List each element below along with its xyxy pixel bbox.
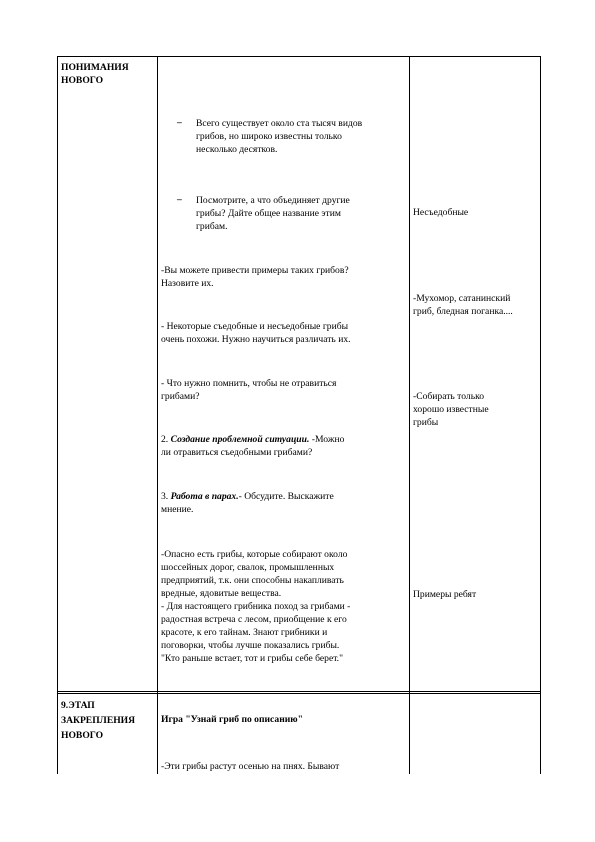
answer-line: -Собирать только xyxy=(413,391,485,402)
question-line: грибами? xyxy=(161,391,200,402)
description-line: -Эти грибы растут осенью на пнях. Бывают xyxy=(161,761,340,772)
task-text: - Обсудите. Выскажите xyxy=(238,491,334,502)
task-number: 2. xyxy=(161,434,169,445)
table-column-divider-2 xyxy=(409,56,410,774)
task-2-line: ли отравиться съедобными грибами? xyxy=(161,447,313,458)
explanation-line: красоте, к его тайнам. Знают грибники и xyxy=(161,627,328,638)
explanation-line: - Для настоящего грибника поход за грибами - xyxy=(161,601,351,612)
answer-line: -Мухомор, сатанинский xyxy=(413,293,511,304)
explanation-line: радостная встреча с лесом, приобщение к его xyxy=(161,614,347,625)
bullet-line: несколько десятков. xyxy=(196,144,278,155)
bullet-line: Всего существует около ста тысяч видов xyxy=(196,118,363,129)
answer-line: грибы xyxy=(413,417,439,428)
answer-inedible: Несъедобные xyxy=(413,207,469,218)
game-title: Игра "Узнай гриб по описанию" xyxy=(161,714,303,725)
task-3-line: мнение. xyxy=(161,504,194,515)
explanation-line: вредные, ядовитые вещества. xyxy=(161,588,282,599)
bullet-line: грибы? Дайте общее название этим xyxy=(196,208,341,219)
question-line: - Что нужно помнить, чтобы не отравиться xyxy=(161,378,337,389)
bullet-line: Посмотрите, а что объединяет другие xyxy=(196,195,350,206)
table-border-top xyxy=(57,56,541,57)
stage-title-line: 9.ЭТАП xyxy=(61,700,95,711)
dash-bullet-icon: – xyxy=(177,117,182,128)
task-text: -Можно xyxy=(309,434,345,445)
stage-title-line: НОВОГО xyxy=(61,75,104,86)
task-title: Работа в парах. xyxy=(170,491,239,502)
bullet-line: грибов, но широко известны только xyxy=(196,131,342,142)
explanation-line: предприятий, т.к. они способны накапливать xyxy=(161,575,344,586)
table-border-left xyxy=(57,56,58,774)
task-number: 3. xyxy=(161,491,169,502)
table-row-divider-thin xyxy=(57,693,541,694)
stage-title-line: НОВОГО xyxy=(61,730,104,741)
task-2-line xyxy=(161,433,344,446)
dash-bullet-icon: – xyxy=(177,194,182,205)
answer-line: хорошо известные xyxy=(413,404,489,415)
note-line: очень похожи. Нужно научиться различать их. xyxy=(161,334,351,345)
question-line: Назовите их. xyxy=(161,278,214,289)
answer-line: гриб, бледная поганка.... xyxy=(413,306,513,317)
explanation-line: "Кто раньше встает, тот и грибы себе берет." xyxy=(161,653,343,664)
question-line: -Вы можете привести примеры таких грибов? xyxy=(161,265,349,276)
bullet-line: грибам. xyxy=(196,221,228,232)
table-column-divider-1 xyxy=(157,56,158,774)
table-row-divider xyxy=(57,691,541,692)
task-3-line xyxy=(161,490,334,503)
explanation-line: -Опасно есть грибы, которые собирают около xyxy=(161,549,348,560)
table-column-divider-3 xyxy=(540,56,541,774)
explanation-line: поговорки, чтобы лучше показались грибы. xyxy=(161,640,340,651)
note-line: - Некоторые съедобные и несъедобные грибы xyxy=(161,321,349,332)
explanation-line: шоссейных дорог, свалок, промышленных xyxy=(161,562,335,573)
task-title: Создание проблемной ситуации. xyxy=(170,434,310,445)
answer-kids-examples: Примеры ребят xyxy=(413,589,477,600)
stage-title-line: ЗАКРЕПЛЕНИЯ xyxy=(61,715,136,726)
stage-title-line: ПОНИМАНИЯ xyxy=(61,62,129,73)
